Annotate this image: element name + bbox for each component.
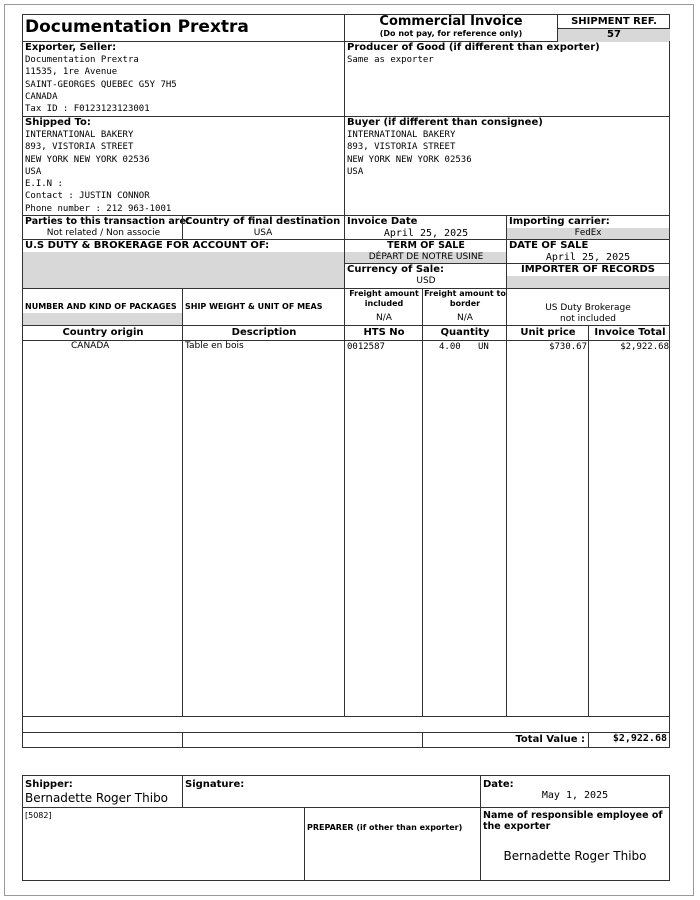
parties-cell [22, 215, 190, 240]
date-value: May 1, 2025 [541, 790, 609, 801]
col-header-unit-price: Unit price [520, 327, 576, 338]
buyer-line: NEW YORK NEW YORK 02536 [347, 154, 472, 165]
shipped-to-line: 893, VISTORIA STREET [25, 142, 134, 153]
carrier-label: Importing carrier: [509, 216, 610, 227]
weight-cell [182, 288, 345, 326]
us-duty-line2: not included [560, 314, 616, 324]
invoice-date-value: April 25, 2025 [383, 228, 469, 239]
us-duty-cell [506, 288, 670, 326]
destination-cell [182, 215, 345, 240]
buyer-line: 893, VISTORIA STREET [347, 142, 456, 153]
col-header-invoice-total: Invoice Total [594, 327, 666, 338]
cell-origin: CANADA [71, 341, 110, 351]
packages-label: NUMBER AND KIND OF PACKAGES [25, 302, 177, 311]
date-label: Date: [483, 779, 514, 790]
freight-border-cell [422, 288, 507, 326]
shipped-to-contact: Contact : JUSTIN CONNOR [25, 191, 150, 202]
carrier-value: FedEx [507, 228, 669, 239]
responsible-label: Name of responsible employee of the exporter [483, 810, 663, 832]
currency-value: USD [416, 276, 436, 286]
items-table [22, 325, 670, 748]
invoice-date-label: Invoice Date [347, 216, 418, 227]
currency-cell [344, 263, 507, 289]
us-duty-line1: US Duty Brokerage [545, 303, 631, 313]
packages-cell [22, 288, 183, 326]
exporter-tax-id: Tax ID : F0123123123001 [25, 104, 150, 115]
doc-subtitle: (Do not pay, for reference only) [379, 29, 523, 38]
freight-included-label: Freight amount included [349, 289, 419, 308]
importer-cell [506, 263, 670, 289]
signature-field[interactable] [183, 790, 479, 806]
freight-border-label: Freight amount to border [424, 289, 506, 308]
company-name: Documentation Prextra [25, 17, 249, 37]
exporter-section [22, 41, 345, 117]
cell-total: $2,922.68 [620, 342, 669, 352]
buyer-label: Buyer (if different than consignee) [347, 117, 543, 128]
col-header-description: Description [231, 327, 297, 338]
freight-included-cell [344, 288, 423, 326]
col-header-origin: Country origin [62, 327, 144, 338]
date-of-sale-label: DATE OF SALE [509, 240, 589, 251]
buyer-line: USA [347, 166, 364, 177]
currency-label: Currency of Sale: [347, 264, 445, 275]
total-label: Total Value : [515, 734, 585, 745]
exporter-label: Exporter, Seller: [25, 42, 117, 53]
cell-unit: UN [478, 342, 489, 352]
shipment-ref-value: 57 [558, 28, 670, 42]
table-row [23, 341, 669, 354]
buyer-line: INTERNATIONAL BAKERY [347, 130, 456, 140]
total-value: $2,922.68 [612, 733, 667, 744]
exporter-line: CANADA [25, 91, 58, 102]
shipper-label: Shipper: [25, 779, 73, 790]
shipped-to-line: INTERNATIONAL BAKERY [25, 130, 134, 140]
cell-hts: 0012587 [347, 342, 385, 352]
destination-value: USA [253, 228, 273, 238]
reference-code: [5082] [25, 811, 52, 820]
shipper-value: Bernadette Roger Thibo [25, 791, 169, 805]
shipped-to-line: NEW YORK NEW YORK 02536 [25, 154, 150, 165]
duty-label: U.S DUTY & BROKERAGE FOR ACCOUNT OF: [25, 240, 270, 251]
buyer-section [344, 116, 670, 216]
importer-field[interactable] [507, 276, 669, 288]
duty-cell [22, 239, 345, 289]
producer-value: Same as exporter [347, 55, 434, 65]
shipment-ref-label: SHIPMENT REF. [571, 16, 657, 27]
col-header-hts: HTS No [363, 327, 405, 338]
date-of-sale-value: April 25, 2025 [545, 252, 631, 263]
producer-section [344, 41, 670, 117]
doc-title: Commercial Invoice [379, 14, 523, 29]
invoice-date-cell [344, 215, 507, 240]
exporter-line: SAINT-GEORGES QUEBEC G5Y 7H5 [25, 79, 177, 90]
signature-label: Signature: [185, 779, 245, 790]
term-label: TERM OF SALE [387, 240, 465, 251]
carrier-cell [506, 215, 670, 240]
parties-label: Parties to this transaction are: [25, 216, 190, 227]
header-row [22, 14, 670, 42]
importer-label: IMPORTER OF RECORDS [521, 264, 655, 275]
shipped-to-ein: E.I.N : [25, 179, 63, 190]
term-value: DÉPART DE NOTRE USINE [345, 252, 507, 263]
shipped-to-label: Shipped To: [25, 117, 91, 128]
freight-included-value: N/A [376, 313, 392, 323]
date-of-sale-cell [506, 239, 670, 264]
cell-unit-price: $730.67 [549, 342, 587, 352]
parties-value: Not related / Non associe [46, 228, 161, 238]
cell-description: Table en bois [185, 341, 244, 351]
cell-qty: 4.00 [439, 342, 461, 352]
shipped-to-phone: Phone number : 212 963-1001 [25, 203, 172, 214]
destination-label: Country of final destination [185, 216, 341, 227]
term-cell [344, 239, 507, 264]
footer-box [22, 775, 670, 881]
weight-label: SHIP WEIGHT & UNIT OF MEAS [185, 302, 323, 311]
preparer-label: PREPARER (if other than exporter) [307, 823, 463, 832]
col-header-quantity: Quantity [440, 327, 490, 338]
responsible-value: Bernadette Roger Thibo [503, 849, 647, 863]
duty-field[interactable] [23, 252, 345, 288]
freight-border-value: N/A [457, 313, 473, 323]
producer-label: Producer of Good (if different than exporter) [347, 42, 600, 53]
exporter-line: Documentation Prextra [25, 55, 139, 65]
shipped-to-line: USA [25, 166, 42, 177]
packages-field[interactable] [23, 313, 183, 325]
shipped-to-section [22, 116, 345, 216]
exporter-line: 11535, 1re Avenue [25, 67, 118, 78]
